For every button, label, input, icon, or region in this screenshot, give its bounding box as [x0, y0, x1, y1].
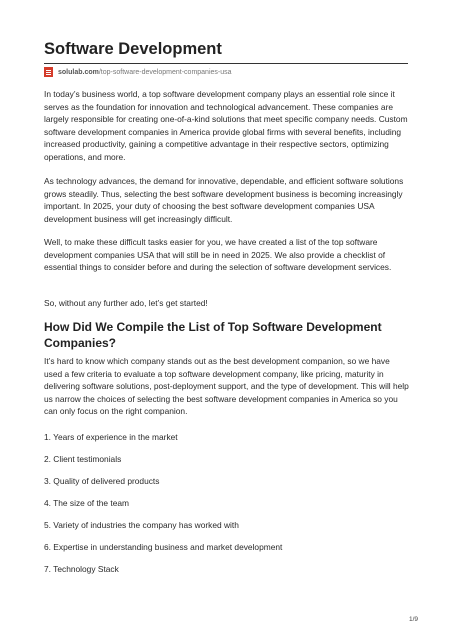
body-paragraph: Well, to make these difficult tasks easier for you, we have created a list of the top software development companies USA that will still be in need in 2025. We also provide a checklist of essential things to consider before and during the selection of software development services. — [44, 237, 392, 273]
list-item: 3. Quality of delivered products — [44, 476, 160, 486]
source-link[interactable] — [44, 66, 232, 78]
page-title: Software Development — [44, 40, 222, 58]
list-item: 1. Years of experience in the market — [44, 432, 178, 442]
intro-paragraph: In today’s business world, a top software development company plays an essential role since it serves as the foundation for innovation and technological advancement. These companies are largely responsible for creating one-of-a-kind solutions that meet specific company needs. Custom software development companies in America provide global firms with several benefits, including increased productivity, gaining a competitive advantage in their respective sectors, optimizing operations, and more. — [44, 89, 408, 162]
body-paragraph: So, without any further ado, let’s get started! — [44, 298, 208, 308]
section-heading: How Did We Compile the List of Top Software Development Companies? — [44, 320, 382, 350]
section-paragraph: It’s hard to know which company stands out as the best development companion, so we have used a few criteria to evaluate a top software development company, like pricing, maturity in delivering software solutions, post-deployment support, and the type of development. This will help us narrow the choices of selecting the best software development companies in America so you can only focus on the right companion. — [44, 356, 409, 417]
list-item: 2. Client testimonials — [44, 454, 122, 464]
source-domain: solulab.com — [58, 68, 99, 76]
list-item: 4. The size of the team — [44, 498, 130, 508]
list-item: 6. Expertise in understanding business and market development — [44, 542, 283, 552]
source-path: /top-software-development-companies-usa — [98, 68, 232, 76]
list-item: 7. Technology Stack — [44, 564, 119, 574]
site-favicon-icon — [44, 67, 53, 77]
body-paragraph: As technology advances, the demand for innovative, dependable, and efficient software solutions grows steadily. Thus, selecting the best software development business is becoming increasingly important. In 2025, your duty of choosing the best software development companies USA development business will get increasingly difficult. — [44, 176, 404, 224]
list-item: 5. Variety of industries the company has worked with — [44, 520, 239, 530]
title-divider — [44, 63, 408, 64]
page-number: 1/9 — [408, 616, 418, 623]
